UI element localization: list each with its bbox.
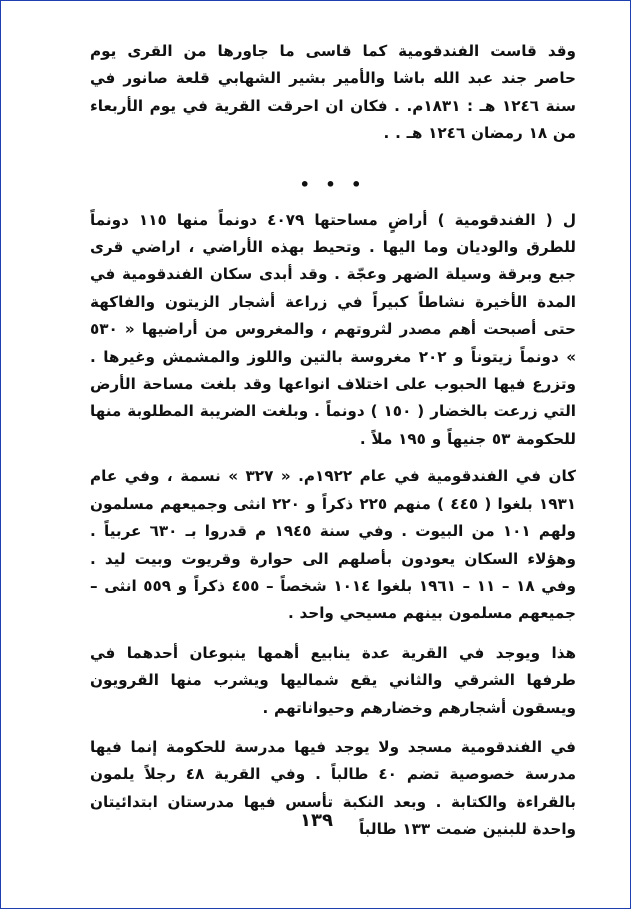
section-separator: • • • xyxy=(299,174,367,194)
paragraph-siege: وقد قاست الفندقومية كما قاسى ما جاورها من القرى يوم حاصر جند عبد الله باشا والأمير بشير الشهابي قلعة صانور في سنة ١٢٤٦ هـ : ١٨٣١م. . فكان ان احرقت القرية في يوم الأربعاء من ١٨ رمضان ١٢٤٦ هـ . . xyxy=(90,42,576,143)
paragraph-schools: في الفندقومية مسجد ولا يوجد فيها مدرسة للحكومة إنما فيها مدرسة خصوصية تضم ٤٠ طالباً . وفي القرية ٤٨ رجلاً يلمون بالقراءة والكتابة . وبعد النكبة تأسس فيها مدرستان ابتدائيتان واحدة للبنين ضمت ١٣٣ طالباً xyxy=(90,737,576,839)
page-number: ١٣٩ xyxy=(300,810,333,831)
paragraph-springs: هذا ويوجد في القرية عدة ينابيع أهمها ينبوعان أحدهما في طرفها الشرقي والثاني يقع شماليها ويشرب منها القرويون ويسقون أشجارهم وخضارهم وحيواناتهم . xyxy=(90,643,576,717)
paragraph-lands: ل ( الفندقومية ) أراضٍ مساحتها ٤٠٧٩ دونماً منها ١١٥ دونماً للطرق والوديان وما اليها . وتحيط بهذه الأراضي ، اراضي قرى جبع وبرقة وسيلة الضهر وعجّة . وقد أبدى سكان الفندقومية في المدة الأخيرة نشاطاً كبيراً في زراعة أشجار الزيتون والفاكهة حتى أصبحت أهم مصدر لثروتهم ، والمغروس من أراضيها « ٥٣٠ » دونماً زيتوناً و ٢٠٢ مغروسة بالتين واللوز والمشمش وغيرها . وتزرع فيها الحبوب على اختلاف انواعها وقد بلغت مساحة الأرض التي زرعت بالخضار ( ١٥٠ ) دونماً . وبلغت الضريبة المطلوبة منها للحكومة ٥٣ جنيهاً و ١٩٥ ملاً . xyxy=(90,210,576,448)
paragraph-population: كان في الفندقومية في عام ١٩٢٢م. « ٣٢٧ » نسمة ، وفي عام ١٩٣١ بلغوا ( ٤٤٥ ) منهم ٢٢٥ ذكراً و ٢٢٠ انثى وجميعهم مسلمون ولهم ١٠١ من البيوت . وفي سنة ١٩٤٥ م قدروا بـ ٦٣٠ عربياً . وهؤلاء السكان يعودون بأصلهم الى حوارة وقريوت وبيت ليد . وفي ١٨ – ١١ – ١٩٦١ بلغوا ١٠١٤ شخصاً – ٤٥٥ ذكراً و ٥٥٩ انثى – جميعهم مسلمون بينهم مسيحي واحد . xyxy=(90,467,577,623)
document-page xyxy=(90,38,576,844)
